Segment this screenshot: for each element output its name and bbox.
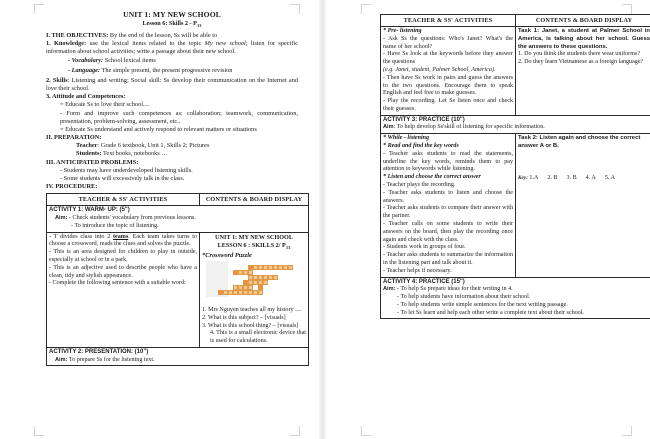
pre-listening-label: * Pre- listening bbox=[383, 27, 422, 34]
activity-2-aim-label: Aim: bbox=[55, 356, 68, 363]
crossword-clue-2: 2. What is this subject? – [visuals] bbox=[202, 314, 286, 321]
activity-1-title: ACTIVITY 1: WARM- UP: (5") bbox=[49, 207, 130, 214]
crossword-clue-4: 4. This is a small electronic device that is used for calculations. bbox=[210, 330, 306, 345]
attitude-bullet-1: = Educate Ss to love their school.... bbox=[60, 101, 150, 109]
while-listening-column bbox=[381, 134, 516, 277]
answer-key-label: Key: bbox=[518, 174, 528, 181]
activity-4-aim-text-1: - To help Ss prepare ideas for their writing in 4. bbox=[395, 286, 513, 293]
crop-mark-bottom-left bbox=[34, 426, 44, 436]
pre-listening-column bbox=[381, 26, 516, 115]
pre-listening-item-1: - Ask Ss the questions: Who's Janet? What's the name of her school? bbox=[383, 35, 513, 50]
teams-keyword: teams bbox=[113, 233, 129, 240]
procedure-table-left bbox=[46, 193, 309, 366]
activity-2-cell bbox=[47, 347, 309, 365]
activity-3-aim-label: Aim bbox=[383, 124, 394, 131]
procedure-label: IV. PROCEDURE: bbox=[46, 183, 98, 191]
activity-2-aim-text: To prepare Ss for the listening text. bbox=[67, 356, 155, 363]
table-header-row-right bbox=[381, 15, 650, 27]
crop-mark-bottom-right bbox=[290, 426, 300, 436]
vocabulary-label: - Vocabulary: bbox=[68, 56, 104, 64]
task-1-question-2: 2. Do they learn Vietnamese as a foreign language? bbox=[518, 59, 644, 66]
listen-step-1: - Teacher plays the recording. bbox=[383, 181, 456, 188]
read-find-keywords-text: - Teacher asks students to read the statements, underline the key words, reminds them to pay attention to keywords while listening. bbox=[383, 150, 513, 173]
crossword-puzzle-figure bbox=[202, 261, 306, 307]
listen-step-4: - Teacher calls on some students to write their answers on the board, then play the recording once again and check with the class. bbox=[383, 220, 513, 243]
vocabulary-line bbox=[46, 57, 298, 65]
activity-1-body-row bbox=[47, 232, 309, 347]
task-1-column bbox=[516, 26, 650, 115]
activity-2-aim bbox=[49, 357, 306, 365]
vocabulary-text: School lexical items bbox=[103, 56, 156, 64]
listen-step-6: - Teacher asks students to summarize the information in the listening part and talk about it. bbox=[383, 252, 513, 266]
while-listening-row bbox=[381, 134, 650, 277]
header-teacher-activities: TEACHER & SS' ACTIVITIES bbox=[47, 194, 200, 206]
board-title-line-2 bbox=[202, 242, 306, 251]
preparation-label: II. PREPARATION: bbox=[46, 134, 102, 142]
aim-label: Aim: bbox=[55, 214, 68, 221]
answer-key-2: 2. B bbox=[547, 174, 558, 181]
students-text: Text books, notebooks … bbox=[101, 150, 168, 158]
answer-key bbox=[518, 175, 650, 183]
listen-step-7: - Teacher helps if necessary. bbox=[383, 267, 452, 274]
task-1-instruction: Task 1: Janet, a student at Palmer School in America, is talking about her school. Guess the answers to these questions. bbox=[518, 27, 650, 50]
while-listening-label: * While - listening bbox=[383, 135, 430, 142]
activity-1-aim-1 bbox=[49, 215, 306, 223]
teacher-text: : Grade 6 textbook, Unit 1, Skills 2; Pictures bbox=[97, 142, 210, 150]
teacher-step-1: - T divides class into 2 teams. Each team takes turns to choose a crossword, reads the clues and solves the puzzle. bbox=[49, 233, 197, 248]
crop-mark-bottom-right-right-page bbox=[622, 426, 632, 436]
anticipated-bullet-1: - Students may have underdeveloped listening skills. bbox=[60, 166, 193, 174]
skills-text: : Listening and writing; Social skill: Ss develop their communication on the Internet and love their school. bbox=[46, 76, 299, 93]
teacher-step-2: - This is an area designed for children to play in outside, especially at school or in a park. bbox=[49, 249, 197, 263]
activity-3-bar-row bbox=[381, 115, 650, 133]
anticipated-label: III. ANTICIPATED PROBLEMS: bbox=[46, 158, 139, 166]
pre-listening-item-4: - Play the recording. Let Ss listen once and check their guesses. bbox=[383, 98, 513, 112]
objectives-heading bbox=[46, 32, 298, 40]
attitude-bullet-2: - Form and improve such competences as: collaboration; teamwork, communication, presentation, problem-solving, assessment, etc.. bbox=[60, 109, 298, 125]
knowledge-topic: My new school bbox=[204, 40, 246, 48]
skills-line bbox=[46, 77, 298, 93]
skills-label: 2. Skills bbox=[46, 76, 68, 84]
language-text: The simple present, the present progressive revision bbox=[100, 66, 233, 74]
crop-mark-bottom-left-right-page bbox=[361, 426, 371, 436]
pre-listening-row bbox=[381, 26, 650, 115]
listen-choose-label: * Listen and choose the correct answer bbox=[383, 174, 481, 181]
crossword-clue-1: 1. Mrs Nguyen teaches all my history .... bbox=[202, 306, 302, 313]
unit-title: UNIT 1: MY NEW SCHOOL bbox=[123, 10, 221, 19]
task-1-question-1: 1. Do you think the students there wear uniforms? bbox=[518, 51, 641, 58]
answer-key-5: 5. A bbox=[604, 174, 615, 181]
teacher-label: Teacher bbox=[76, 142, 98, 150]
document-page-left bbox=[0, 0, 318, 439]
lesson-page-number: 13 bbox=[196, 23, 202, 29]
activity-3-aim bbox=[383, 124, 650, 132]
language-label: - Language: bbox=[68, 66, 101, 74]
activity-4-aim-4: - To let Ss learn and help each other write a complete text about their school. bbox=[397, 309, 584, 316]
crop-mark-top-left-right-page bbox=[361, 4, 371, 14]
document-page-right bbox=[327, 0, 650, 439]
language-line bbox=[46, 67, 298, 75]
activity-2-bar-row bbox=[47, 347, 309, 365]
crossword-clue-3: 3. What is this school thing? – [visuals] bbox=[202, 322, 299, 329]
procedure-table-right bbox=[380, 14, 650, 319]
activity-1-board-column bbox=[200, 232, 309, 347]
pre-listening-item-2: - Have Ss look at the keywords before they answer the questions bbox=[383, 51, 513, 66]
task-2-instruction: Task 2: Listen again and choose the correct answer A or B. bbox=[518, 135, 641, 149]
page-gutter bbox=[318, 0, 327, 439]
objectives-text: By the end of the lesson, Ss will be able to bbox=[108, 32, 218, 40]
activity-3-cell bbox=[381, 115, 650, 133]
activity-4-aim-label: Aim: bbox=[383, 286, 396, 293]
board-title-line-2-main: LESSON 6 : SKILLS 2/ P bbox=[217, 241, 286, 249]
listen-step-3: - Teacher asks students to compare their answer with the partner. bbox=[383, 205, 513, 220]
task-2-column bbox=[516, 134, 650, 277]
knowledge-text-a: use the lexical items related to the topic bbox=[86, 40, 205, 48]
left-page-content bbox=[46, 10, 306, 366]
knowledge-text-b: ; listen for specific information about school activities; write a passage about their new school. bbox=[46, 40, 298, 56]
activity-4-aim-3: - To help students write simple sentences for the next writing passage. bbox=[397, 301, 568, 308]
preparation-teacher bbox=[46, 142, 298, 150]
activity-3-aim-text: : To help develop Ss'skill of listening for specific information. bbox=[393, 124, 545, 131]
attitude-label: 3. Attitude and Competences: bbox=[46, 93, 126, 101]
board-title-page-number: 13 bbox=[285, 244, 291, 250]
activity-4-aim-2: - To help students have information about their school. bbox=[397, 293, 531, 300]
activity-4-title: ACTIVITY 4: PRACTICE (15") bbox=[383, 278, 465, 285]
knowledge-line bbox=[46, 40, 298, 56]
preparation-students bbox=[46, 150, 298, 158]
table-header-row bbox=[47, 194, 309, 206]
activity-2-title: ACTIVITY 2: PRESENTATION: (10") bbox=[49, 348, 149, 355]
objectives-label: I. THE OBJECTIVES: bbox=[46, 32, 109, 40]
students-label: Students: bbox=[76, 150, 102, 158]
answer-key-4: 4. A bbox=[585, 174, 596, 181]
right-page-content bbox=[380, 12, 650, 319]
activity-4-cell bbox=[381, 277, 650, 319]
header-board-display: CONTENTS & BOARD DISPLAY bbox=[200, 194, 309, 206]
activity-1-teacher-column bbox=[47, 232, 200, 347]
activity-4-bar-row bbox=[381, 277, 650, 319]
lesson-subtitle bbox=[46, 20, 298, 29]
attitude-bullet-3: = Educate Ss understand and actively respond to relevant matters or situations bbox=[60, 125, 257, 133]
listen-step-2: - Teacher asks students to listen and choose the answers. bbox=[383, 189, 513, 204]
crossword-puzzle-label: *Crossword Puzzle bbox=[202, 251, 252, 259]
answer-key-1: 1.A bbox=[529, 174, 539, 181]
aim-text-1: - Check students' vocabulary from previous lessons. bbox=[67, 214, 196, 221]
crop-mark-top-left bbox=[34, 4, 44, 14]
knowledge-label: 1. Knowledge: bbox=[46, 40, 87, 48]
pre-listening-item-3: - Then have Ss work in pairs and guess the answers to the two questions. Encourage them to speak English and feel free to make guesses. bbox=[383, 74, 513, 97]
activity-1-cell bbox=[47, 206, 309, 232]
answer-key-3: 3. B bbox=[566, 174, 577, 181]
activity-4-aim-1 bbox=[383, 286, 650, 294]
listen-step-5: - Students work in groups of four. bbox=[383, 244, 466, 251]
pre-listening-example: (e.g. Janet, student, Palmer School, America). bbox=[383, 66, 496, 73]
header-teacher-activities-right: TEACHER & SS' ACTIVITIES bbox=[381, 15, 516, 27]
lesson-subtitle-main: Lesson 6: Skills 2 - P bbox=[142, 19, 197, 27]
teacher-step-4: - Complete the following sentence with a suitable word: bbox=[49, 280, 186, 287]
anticipated-bullet-2: - Some students will excessively talk in the class. bbox=[60, 174, 185, 182]
read-find-keywords-label: * Read and find the key words bbox=[383, 142, 459, 149]
header-board-display-right: CONTENTS & BOARD DISPLAY bbox=[516, 15, 650, 27]
board-title-line-1: UNIT 1: MY NEW SCHOOL bbox=[215, 233, 293, 241]
activity-1-aim-2: - To introduce the topic of listening. bbox=[71, 222, 159, 229]
activity-1-bar-row bbox=[47, 206, 309, 232]
teacher-step-3: - This is an adjective used to describe people who have a clean, tidy and stylish appearance. bbox=[49, 264, 197, 279]
activity-3-title: ACTIVITY 3: PRACTICE (10") bbox=[383, 116, 465, 123]
